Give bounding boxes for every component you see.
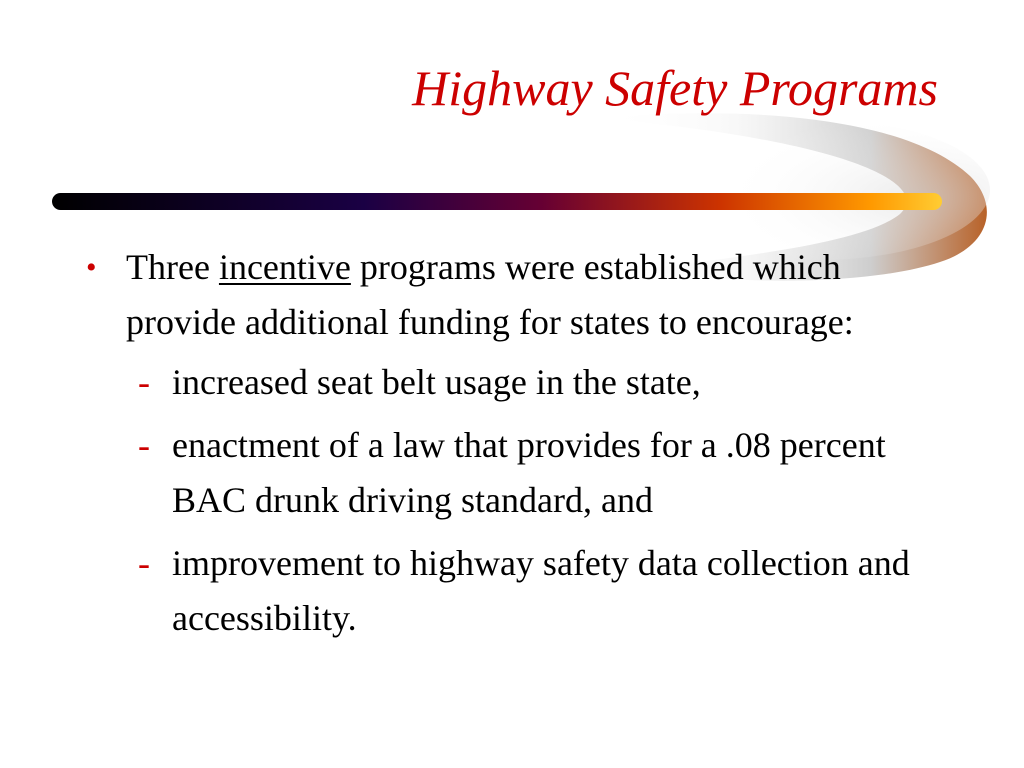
main-bullet bbox=[84, 240, 944, 350]
list-item-text: enactment of a law that provides for a .08 percent BAC drunk driving standard, and bbox=[172, 425, 886, 520]
list-item-text: increased seat belt usage in the state, bbox=[172, 362, 701, 402]
sub-list bbox=[84, 355, 944, 646]
dash-icon: - bbox=[138, 425, 150, 465]
bullet-icon: • bbox=[86, 251, 97, 284]
bullet-text-after: programs were established which provide additional funding for states to encourage: bbox=[126, 247, 854, 342]
slide-body bbox=[84, 240, 944, 654]
list-item bbox=[138, 355, 944, 410]
bullet-emphasis: incentive bbox=[218, 247, 351, 287]
dash-icon: - bbox=[138, 362, 150, 402]
title-underline-bar bbox=[52, 193, 942, 210]
dash-icon: - bbox=[138, 543, 150, 583]
slide-title: Highway Safety Programs bbox=[412, 60, 938, 116]
list-item-text: improvement to highway safety data collection and accessibility. bbox=[172, 543, 910, 638]
list-item bbox=[138, 536, 944, 646]
list-item bbox=[138, 418, 944, 528]
bullet-text-before: Three bbox=[126, 247, 210, 287]
